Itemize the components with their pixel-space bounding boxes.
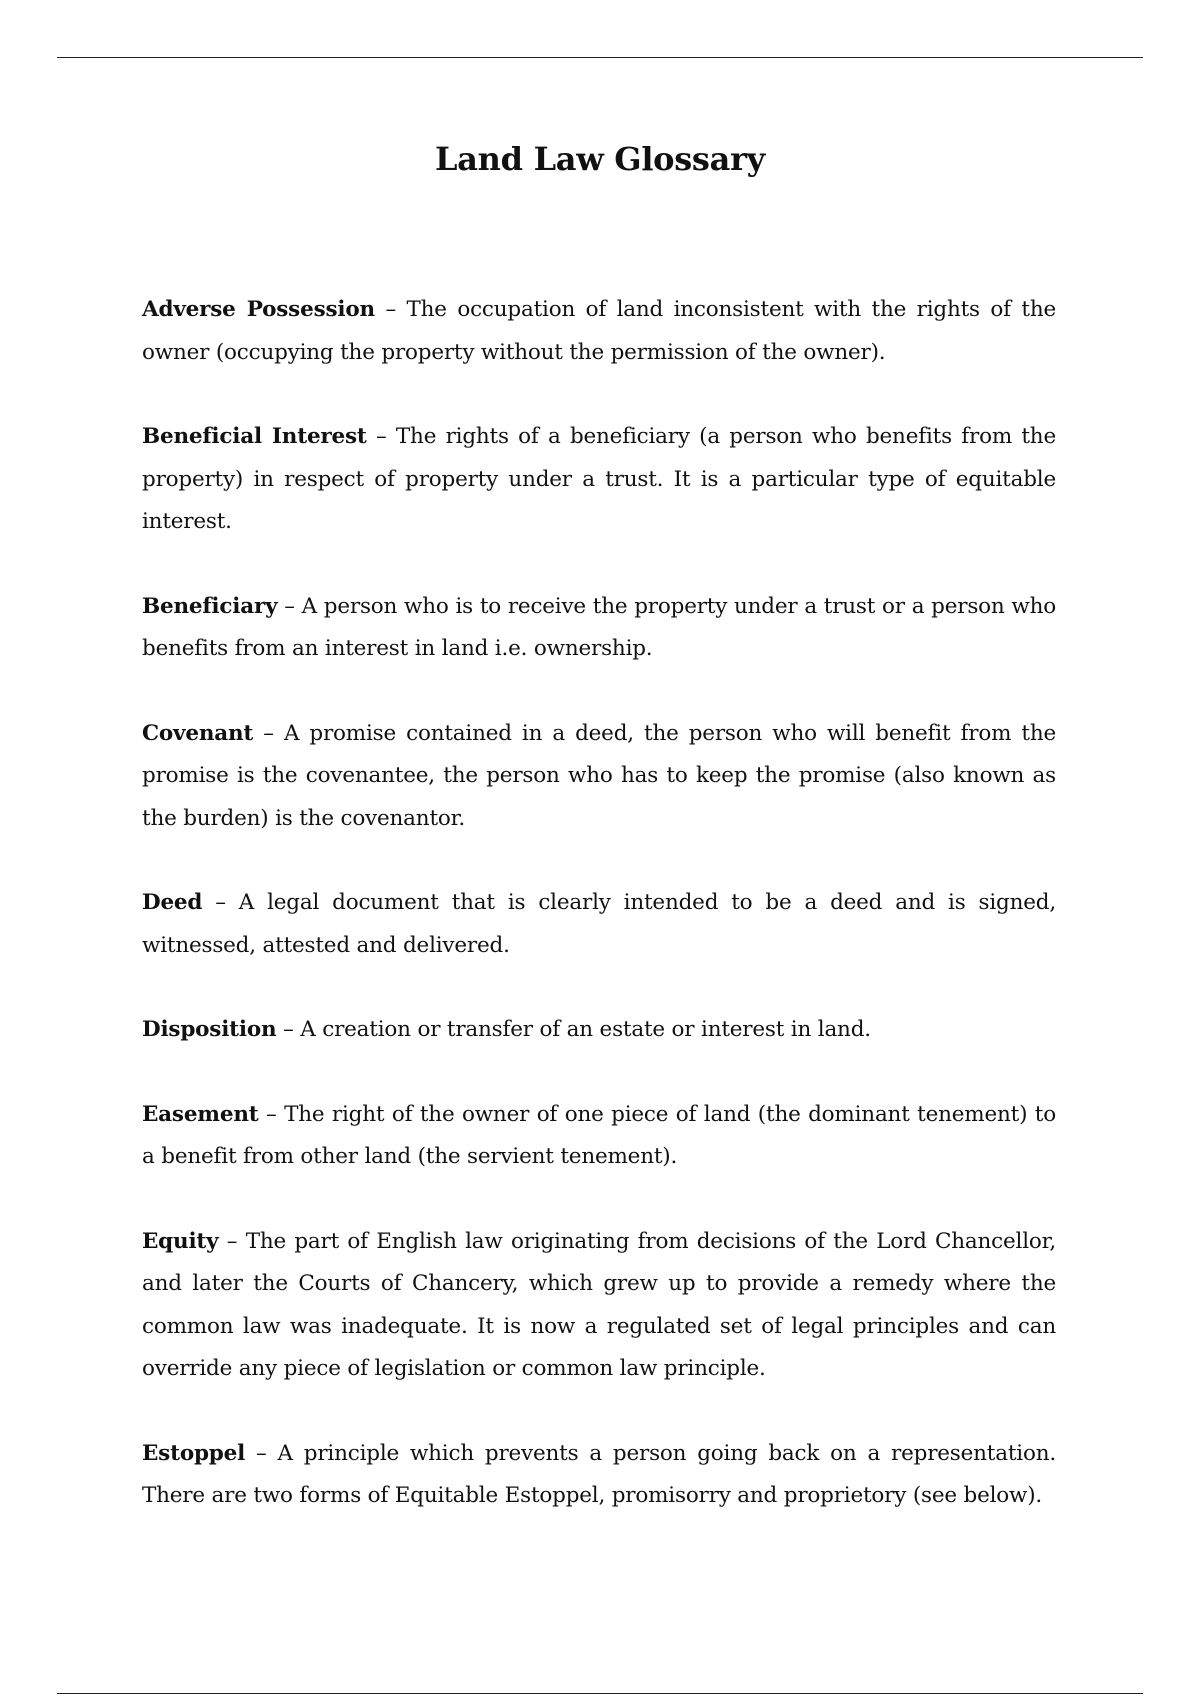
glossary-definition: A promise contained in a deed, the person who will benefit from the promise is the covenantee, the person who has to keep the promise (also known as the burden) is the covenantor. xyxy=(142,720,1057,831)
glossary-entry-disposition xyxy=(142,1009,1056,1052)
entry-separator: – xyxy=(263,720,274,746)
page-title: Land Law Glossary xyxy=(435,140,765,178)
glossary-term: Disposition xyxy=(142,1017,277,1042)
glossary-definition: A person who is to receive the property under a trust or a person who benefits from an interest in land i.e. ownership. xyxy=(142,593,1056,661)
glossary-entry-easement xyxy=(142,1094,1056,1179)
entry-separator: – xyxy=(283,1017,294,1042)
glossary-definition: A principle which prevents a person going back on a representation. There are two forms of Equitable Estoppel, promisorry and proprietory (see below). xyxy=(142,1440,1056,1508)
entry-separator: – xyxy=(256,1440,267,1466)
glossary-definition: The part of English law originating from decisions of the Lord Chancellor, and later the Courts of Chancery, which grew up to provide a remedy where the common law was inadequate. It is now a regulated set of legal principles and can override any piece of legislation or common law principle. xyxy=(142,1228,1056,1381)
glossary-definition: The rights of a beneficiary (a person who benefits from the property) in respect of property under a trust. It is a particular type of equitable interest. xyxy=(142,424,1056,534)
glossary-entry-beneficiary xyxy=(142,586,1056,671)
glossary-entry-equity xyxy=(142,1221,1056,1391)
bottom-rule xyxy=(57,1693,1143,1694)
glossary-entry-covenant xyxy=(142,713,1056,841)
entry-separator: – xyxy=(376,424,387,449)
glossary-term: Deed xyxy=(142,890,203,915)
glossary-definition: The right of the owner of one piece of land (the dominant tenement) to a benefit from other land (the servient tenement). xyxy=(142,1101,1056,1169)
entry-separator: – xyxy=(266,1101,277,1127)
entry-separator: – xyxy=(226,1228,238,1254)
entry-separator: – xyxy=(385,297,396,322)
glossary-term: Covenant xyxy=(142,720,254,746)
glossary-definition: A creation or transfer of an estate or interest in land. xyxy=(300,1017,871,1042)
glossary-term: Beneficiary xyxy=(142,593,278,619)
glossary-entry-adverse-possession xyxy=(142,289,1056,374)
glossary-definition: The occupation of land inconsistent with the rights of the owner (occupying the property without the permission of the owner). xyxy=(142,297,1056,365)
glossary-definition: A legal document that is clearly intended to be a deed and is signed, witnessed, attested and delivered. xyxy=(142,890,1056,958)
entry-separator: – xyxy=(215,890,226,915)
glossary-list xyxy=(142,289,1056,1560)
glossary-term: Estoppel xyxy=(142,1440,246,1466)
entry-separator: – xyxy=(284,593,295,619)
glossary-entry-estoppel xyxy=(142,1433,1056,1518)
glossary-entry-beneficial-interest xyxy=(142,416,1056,544)
glossary-term: Easement xyxy=(142,1101,259,1127)
glossary-term: Adverse Possession xyxy=(142,297,375,322)
glossary-term: Equity xyxy=(142,1228,219,1254)
glossary-term: Beneficial Interest xyxy=(142,424,367,449)
glossary-entry-deed xyxy=(142,882,1056,967)
top-rule xyxy=(57,57,1143,58)
